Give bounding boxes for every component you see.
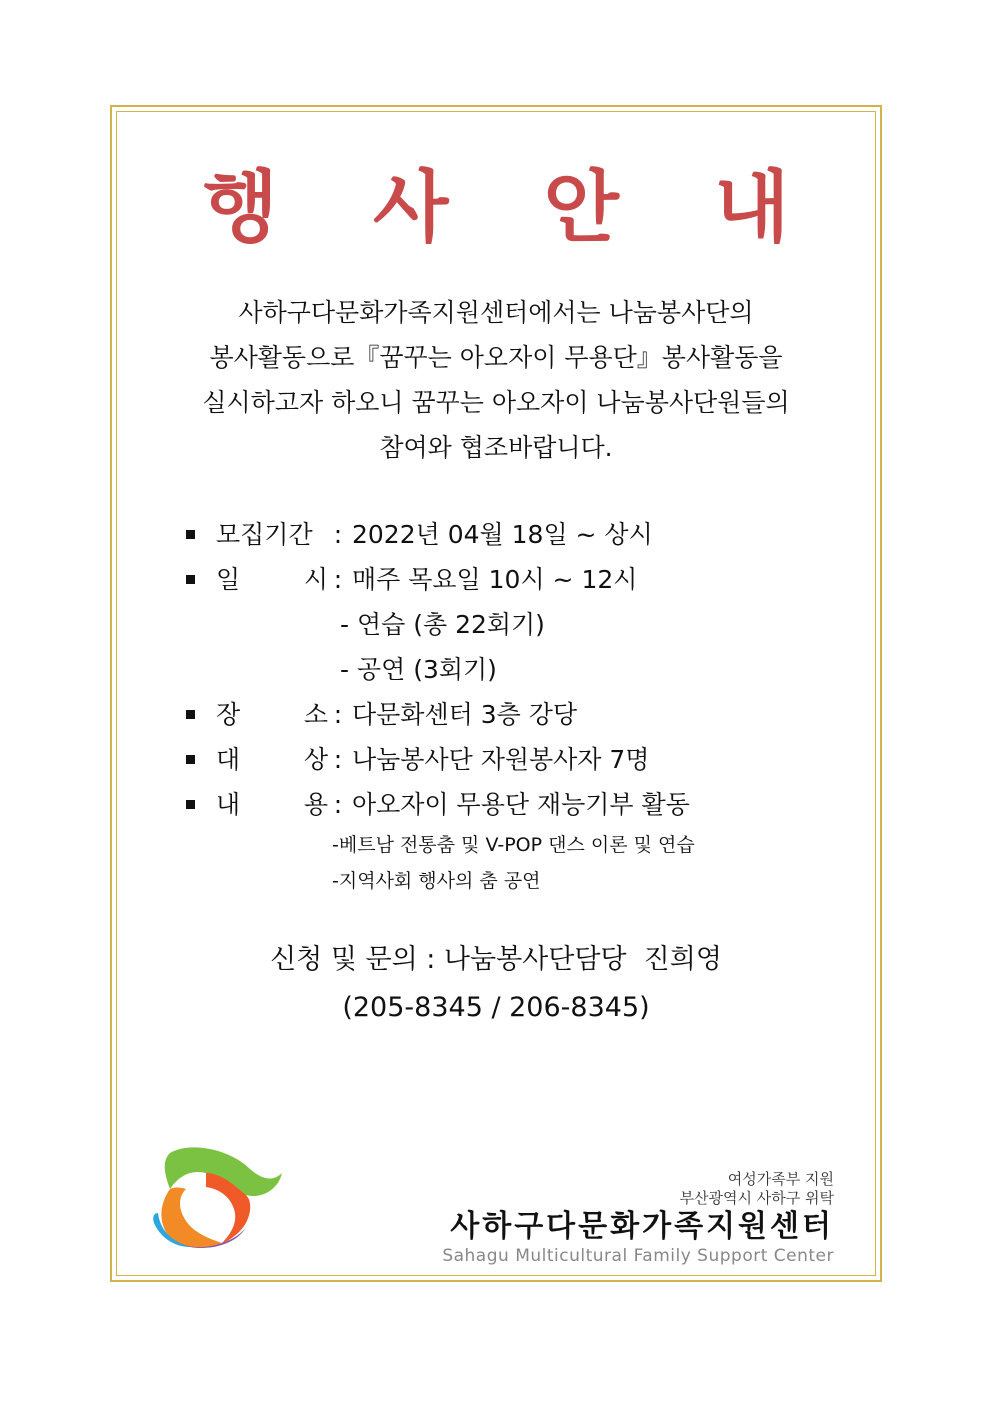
colon: : (333, 520, 343, 549)
content-subrow (182, 827, 842, 863)
org-consign-text: 부산광역시 사하구 위탁 (679, 1189, 834, 1207)
detail-row-content (182, 782, 842, 827)
detail-row-recruit (182, 512, 842, 557)
contact-phone: (205-8345 / 206-8345) (342, 992, 650, 1023)
detail-label-char: 일 (216, 565, 241, 594)
detail-label (216, 782, 328, 827)
detail-label (216, 512, 328, 557)
event-details (182, 512, 842, 899)
detail-value: 다문화센터 3층 강당 (352, 700, 577, 729)
org-support-text: 여성가족부 지원 (727, 1170, 834, 1188)
contact-info (0, 936, 992, 1032)
content-subrow (182, 863, 842, 899)
detail-label-char: 시 (303, 565, 328, 594)
detail-subrow (182, 647, 842, 692)
content-sub-1: -베트남 전통춤 및 V-POP 댄스 이론 및 연습 (332, 834, 695, 856)
intro-line: 사하구다문화가족지원센터에서는 나눔봉사단의 (238, 298, 754, 327)
detail-label (216, 737, 328, 782)
intro-line: 실시하고자 하오니 꿈꾸는 아오자이 나눔봉사단원들의 (202, 388, 790, 417)
square-bullet-icon (186, 755, 195, 764)
detail-value: 나눔봉사단 자원봉사자 7명 (352, 745, 650, 774)
square-bullet-icon (186, 530, 195, 539)
organization-block (442, 1170, 834, 1266)
detail-label (216, 692, 328, 737)
square-bullet-icon (186, 800, 195, 809)
colon: : (333, 565, 343, 594)
detail-label-char: 용 (303, 790, 328, 819)
schedule-practice: - 연습 (총 22회기) (340, 610, 545, 639)
detail-label-char: 장 (216, 700, 241, 729)
schedule-performance: - 공연 (3회기) (340, 655, 497, 684)
center-logo-icon (150, 1143, 282, 1251)
detail-label (216, 557, 328, 602)
detail-row-schedule (182, 557, 842, 602)
intro-paragraph (140, 290, 852, 470)
detail-label-char: 대 (216, 745, 241, 774)
detail-value: 2022년 04월 18일 ~ 상시 (352, 520, 653, 549)
org-name: 사하구다문화가족지원센터 (450, 1209, 834, 1244)
square-bullet-icon (186, 575, 195, 584)
content-sub-2: -지역사회 행사의 춤 공연 (332, 870, 541, 892)
intro-line: 참여와 협조바랍니다. (379, 433, 613, 462)
detail-subrow (182, 602, 842, 647)
detail-label-char: 상 (303, 745, 328, 774)
detail-value: 아오자이 무용단 재능기부 활동 (352, 790, 690, 819)
colon: : (333, 745, 343, 774)
square-bullet-icon (186, 710, 195, 719)
intro-line: 봉사활동으로『꿈꾸는 아오자이 무용단』봉사활동을 (209, 343, 783, 372)
detail-label-text: 모집기간 (216, 520, 313, 549)
detail-row-place (182, 692, 842, 737)
page-title: 행 사 안 내 (202, 163, 824, 253)
org-name-english: Sahagu Multicultural Family Support Center (442, 1246, 834, 1266)
colon: : (333, 700, 343, 729)
contact-person: 신청 및 문의 : 나눔봉사단담당 진희영 (270, 944, 722, 975)
detail-row-target (182, 737, 842, 782)
detail-label-char: 소 (303, 700, 328, 729)
detail-value: 매주 목요일 10시 ~ 12시 (352, 565, 638, 594)
detail-label-char: 내 (216, 790, 241, 819)
colon: : (333, 790, 343, 819)
